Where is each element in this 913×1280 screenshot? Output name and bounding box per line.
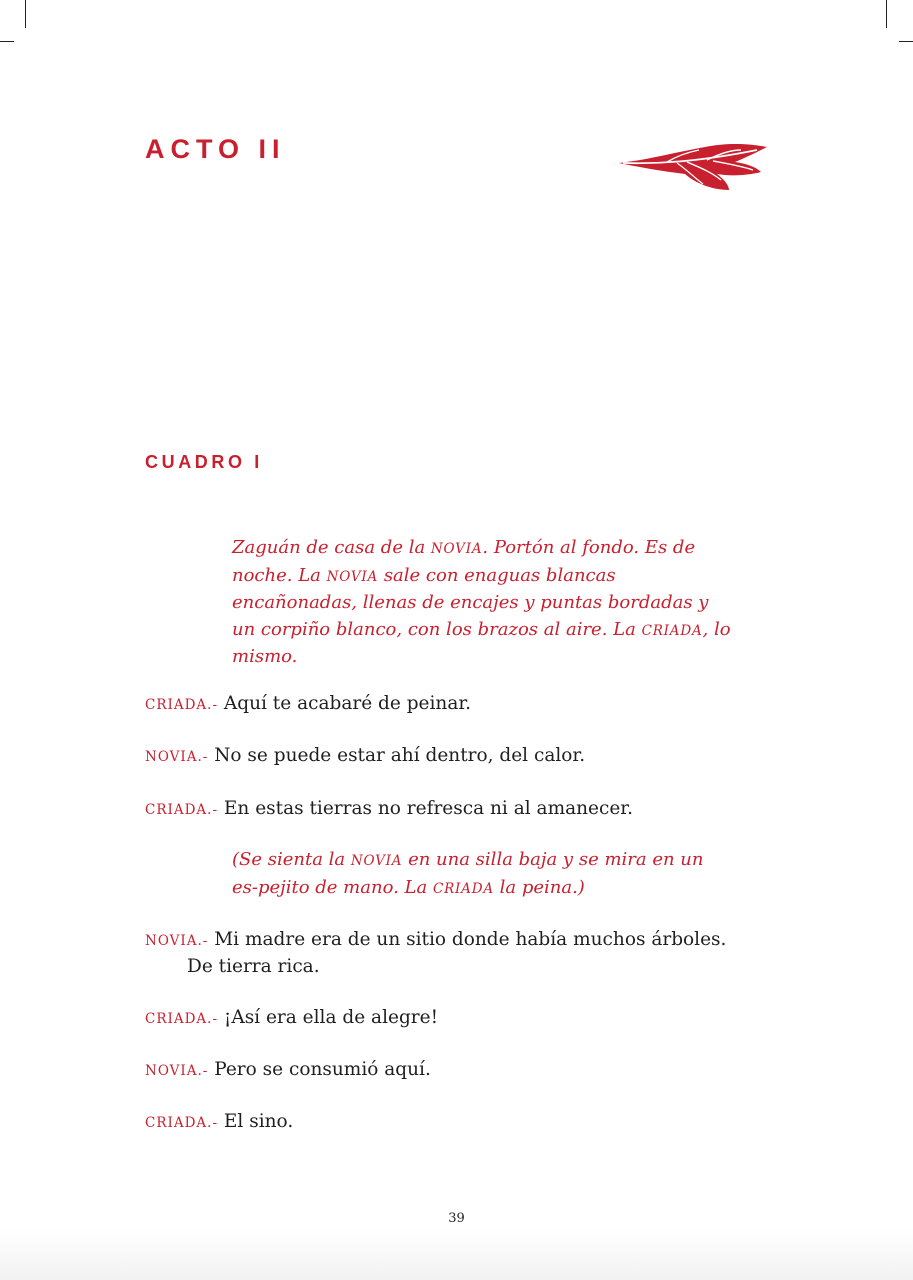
dialogue-line — [145, 1057, 775, 1084]
character-name: NOVIA — [430, 541, 483, 557]
speaker-label: CRIADA.- — [145, 1011, 219, 1027]
dialogue-line — [145, 1109, 775, 1136]
leaf-ornament-icon — [617, 138, 769, 194]
dialogue-line — [145, 796, 775, 823]
crop-mark — [25, 0, 26, 28]
dialogue-line — [145, 691, 775, 718]
speaker-label: CRIADA.- — [145, 1115, 219, 1131]
crop-mark — [899, 41, 913, 42]
dialogue-text: Pero se consumió aquí. — [208, 1059, 431, 1080]
act-title: ACTO II — [145, 134, 286, 164]
dialogue-text: En estas tierras no refresca ni al amanecer. — [218, 798, 634, 819]
crop-mark — [0, 41, 14, 42]
speaker-label: CRIADA.- — [145, 697, 219, 713]
character-name: NOVIA — [326, 568, 379, 585]
crop-mark — [886, 0, 887, 28]
speaker-label: NOVIA.- — [145, 933, 209, 949]
page-number: 39 — [448, 1211, 465, 1226]
dialogue-continuation: De tierra rica. — [187, 956, 320, 977]
character-name: CRIADA — [641, 622, 703, 639]
dialogue-text: El sino. — [218, 1111, 294, 1132]
dialogue-text: ¡Así era ella de alegre! — [218, 1007, 439, 1028]
dialogue-text: Aquí te acabaré de peinar. — [218, 693, 472, 714]
speaker-label: CRIADA.- — [145, 802, 219, 818]
speaker-label: NOVIA.- — [145, 749, 209, 765]
dialogue-text: No se puede estar ahí dentro, del calor. — [208, 745, 586, 766]
stage-direction: Zaguán de casa de la NOVIA. Portón al fondo. Es de noche. La NOVIA sale con enaguas blancas encañonadas, llenas de encajes y puntas bordadas y un corpiño blanco, con los brazos al aire. La CRIADA, lo mismo. — [232, 537, 731, 667]
stage-direction: (Se sienta la NOVIA en una silla baja y se mira en un es-pejito de mano. La CRIADA la peina.) — [232, 849, 704, 898]
character-name: CRIADA — [432, 880, 494, 897]
dialogue-text: Mi madre era de un sitio donde había muchos árboles. — [208, 929, 727, 950]
dialogue-line — [145, 743, 775, 770]
speaker-label: NOVIA.- — [145, 1063, 209, 1079]
dialogue-line — [145, 1005, 775, 1032]
dialogue-line — [145, 927, 775, 980]
scene-title: CUADRO I — [145, 452, 263, 472]
character-name: NOVIA — [350, 853, 403, 869]
